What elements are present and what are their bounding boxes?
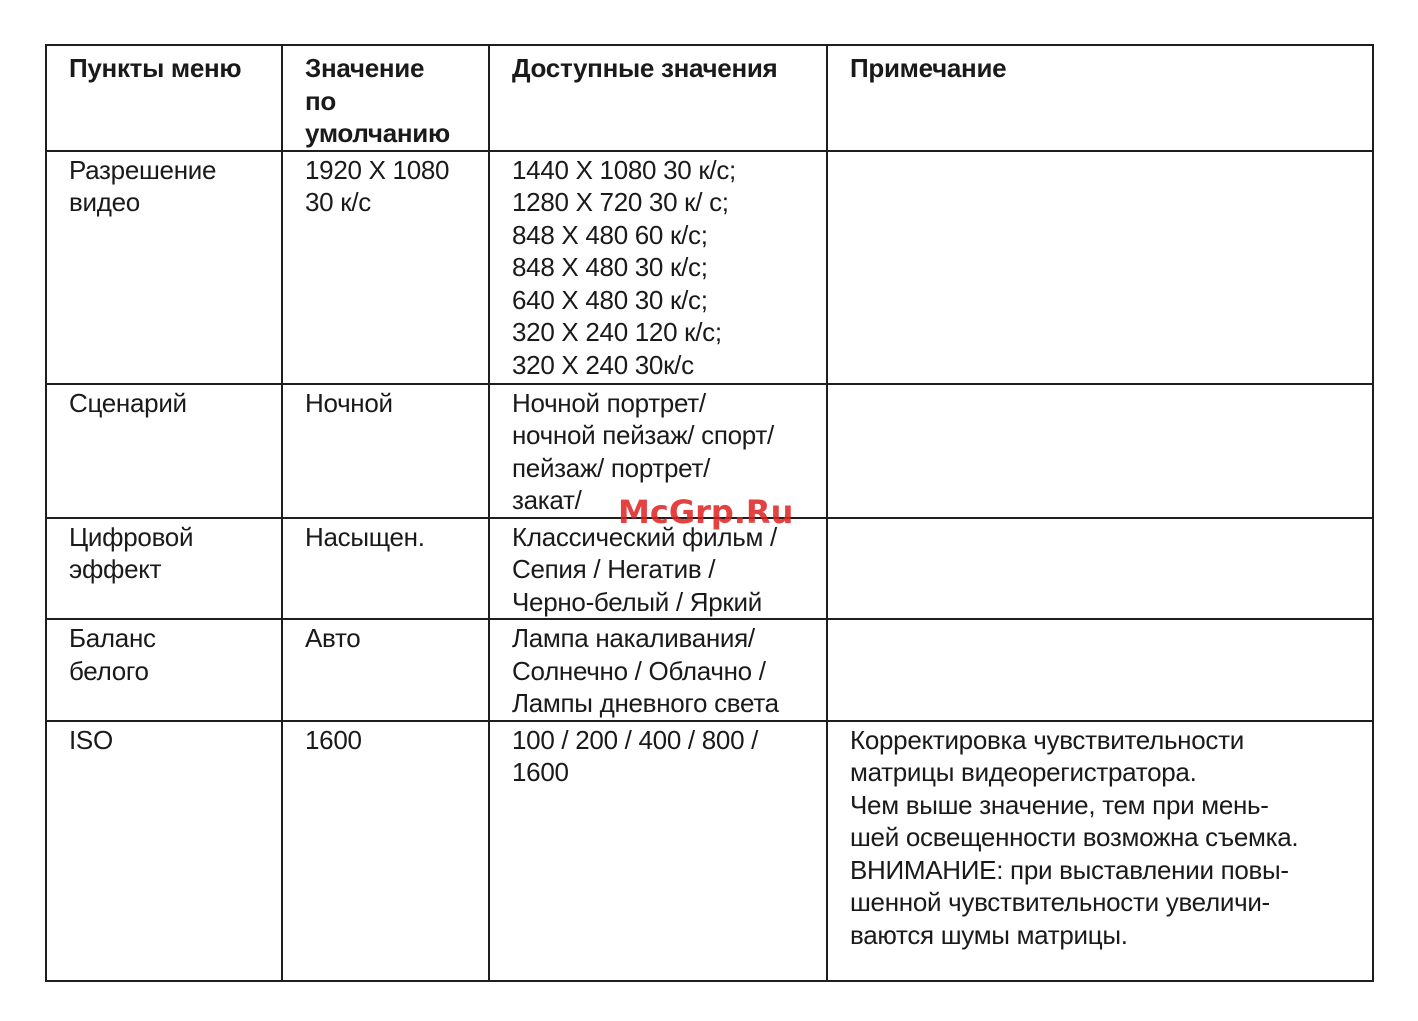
cell-available-values: 1440 X 1080 30 к/с; 1280 X 720 30 к/ с; 848 X 480 60 к/с; 848 X 480 30 к/с; 640 X 480 30 к/с; 320 X 240 120 к/с; 320 X 240 30к/с [489, 151, 827, 384]
table-row [46, 151, 1373, 384]
settings-table [45, 44, 1374, 982]
table-row [46, 518, 1373, 620]
cell-note: Корректировка чувствительности матрицы видеорегистратора. Чем выше значение, тем при мень- шей освещенности возможна съемка. ВНИМАНИЕ: при выставлении повы- шенной чувствительности увеличи- ваются шумы матрицы. [827, 721, 1373, 981]
cell-menu-item: Баланс белого [46, 619, 282, 721]
watermark: McGrp.Ru [618, 493, 794, 531]
header-default-value: Значение по умолчанию [282, 45, 489, 151]
cell-note [827, 151, 1373, 384]
cell-available-values: Лампа накаливания/ Солнечно / Облачно / Лампы дневного света [489, 619, 827, 721]
header-available-values: Доступные значения [489, 45, 827, 151]
cell-default-value: 1600 [282, 721, 489, 981]
cell-available-values: 100 / 200 / 400 / 800 / 1600 [489, 721, 827, 981]
cell-menu-item: Цифровой эффект [46, 518, 282, 620]
cell-default-value: Авто [282, 619, 489, 721]
cell-default-value: 1920 X 1080 30 к/с [282, 151, 489, 384]
table-row [46, 721, 1373, 981]
cell-available-values: Классический фильм / Сепия / Негатив / Черно-белый / Яркий [489, 518, 827, 620]
cell-default-value: Насыщен. [282, 518, 489, 620]
cell-note [827, 619, 1373, 721]
cell-note [827, 518, 1373, 620]
header-menu-item: Пункты меню [46, 45, 282, 151]
table-row [46, 619, 1373, 721]
cell-menu-item: Сценарий [46, 384, 282, 518]
cell-available-values: Ночной портрет/ ночной пейзаж/ спорт/ пейзаж/ портрет/ закат/ [489, 384, 827, 518]
cell-menu-item: Разрешение видео [46, 151, 282, 384]
header-note: Примечание [827, 45, 1373, 151]
cell-note [827, 384, 1373, 518]
table-row [46, 384, 1373, 518]
cell-default-value: Ночной [282, 384, 489, 518]
cell-menu-item: ISO [46, 721, 282, 981]
table-header-row [46, 45, 1373, 151]
